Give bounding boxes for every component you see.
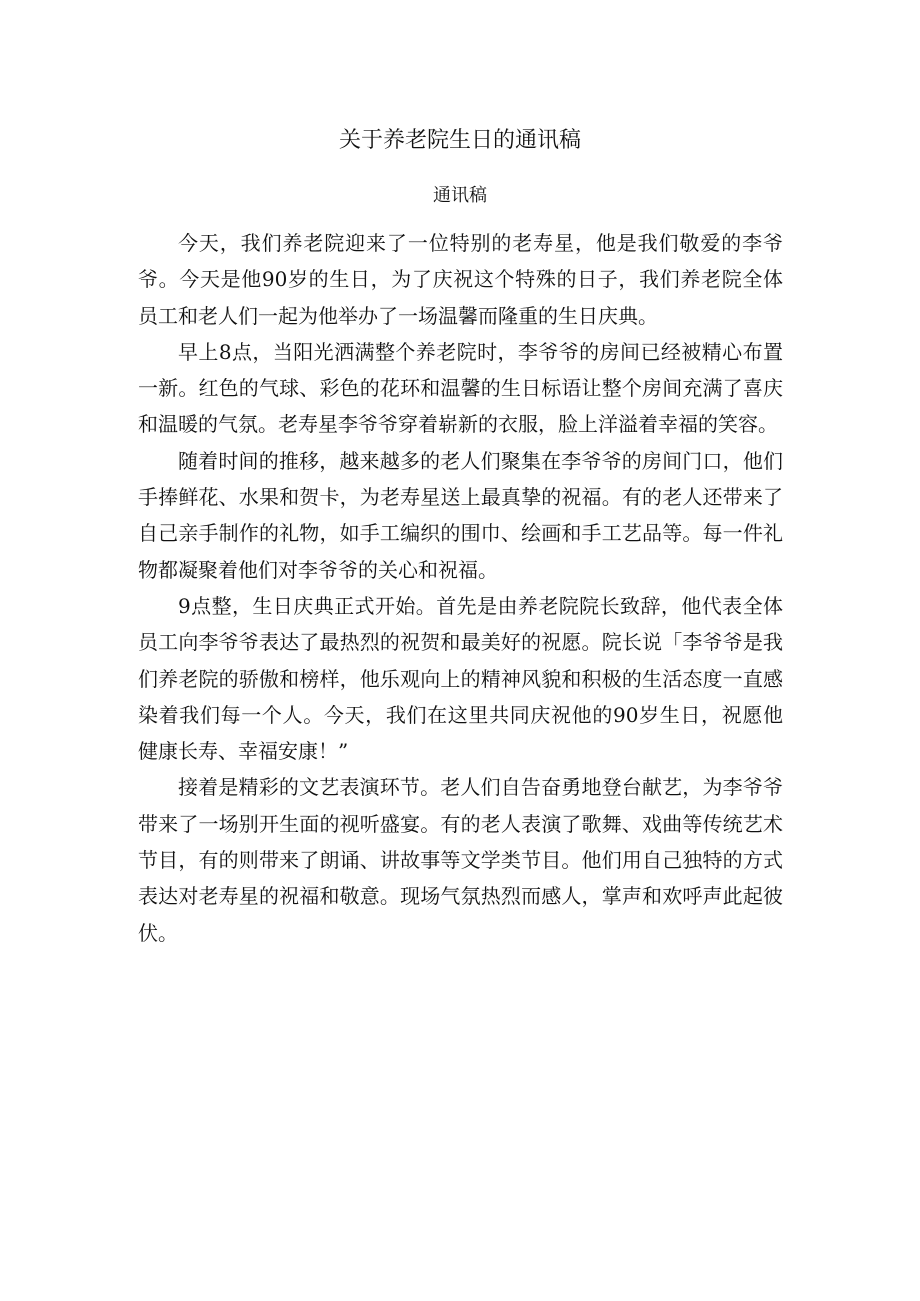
paragraph-5: 接着是精彩的文艺表演环节。老人们自告奋勇地登台献艺，为李爷爷带来了一场别开生面的视听盛宴。有的老人表演了歌舞、戏曲等传统艺术节目，有的则带来了朗诵、讲故事等文学类节目。他们用自己独特的方式表达对老寿星的祝福和敬意。现场气氛热烈而感人，掌声和欢呼声此起彼伏。: [138, 775, 783, 945]
paragraph-1: 今天，我们养老院迎来了一位特别的老寿星，他是我们敬爱的李爷爷。今天是他90岁的生日，为了庆祝这个特殊的日子，我们养老院全体员工和老人们一起为他举办了一场温馨而隆重的生日庆典。: [138, 231, 783, 328]
paragraph-4: 9点整，生日庆典正式开始。首先是由养老院院长致辞，他代表全体员工向李爷爷表达了最热烈的祝贺和最美好的祝愿。院长说「李爷爷是我们养老院的骄傲和榜样，他乐观向上的精神风貌和积极的生活态度一直感染着我们每一个人。今天，我们在这里共同庆祝他的90岁生日，祝愿他健康长寿、幸福安康！”: [138, 593, 783, 764]
paragraph-3: 随着时间的推移，越来越多的老人们聚集在李爷爷的房间门口，他们手捧鲜花、水果和贺卡，为老寿星送上最真挚的祝福。有的老人还带来了自己亲手制作的礼物，如手工编织的围巾、绘画和手工艺品等。每一件礼物都凝聚着他们对李爷爷的关心和祝福。: [138, 448, 783, 582]
document-subtitle: 通讯稿: [433, 185, 487, 206]
paragraph-2: 早上8点，当阳光洒满整个养老院时，李爷爷的房间已经被精心布置一新。红色的气球、彩色的花环和温馨的生日标语让整个房间充满了喜庆和温暖的气氛。老寿星李爷爷穿着崭新的衣服，脸上洋溢着幸福的笑容。: [138, 339, 783, 437]
document-title: 关于养老院生日的通讯稿: [338, 127, 581, 152]
document-body: [138, 225, 783, 951]
